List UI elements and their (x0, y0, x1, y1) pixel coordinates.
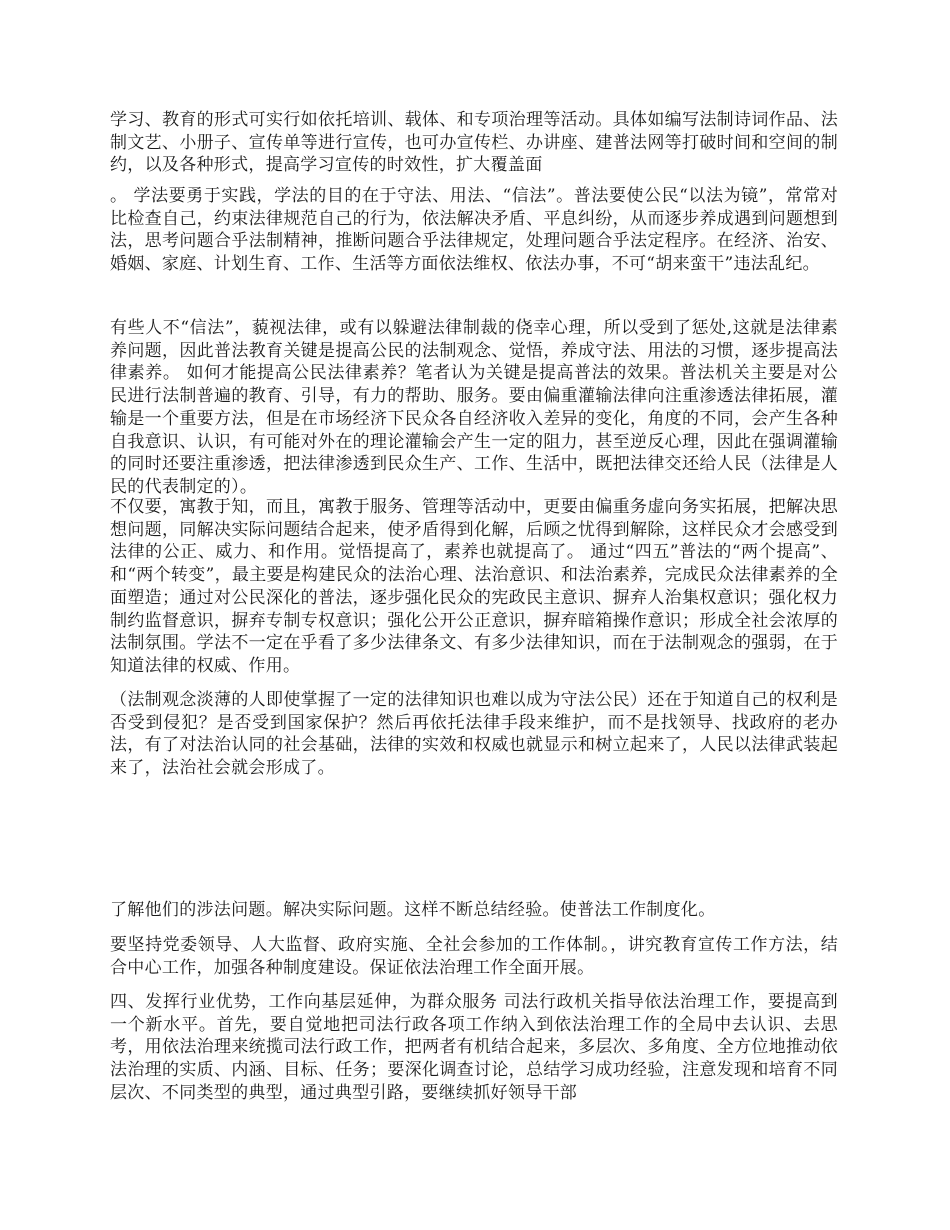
paragraph-5: （法制观念淡薄的人即使掌握了一定的法律知识也难以成为守法公民）还在于知道自己的权利是否受到侵犯？是否受到国家保护？然后再依托法律手段来维护，而不是找领导、找政府的老办法，有了对法治认同的社会基础，法律的实效和权威也就显示和树立起来了，人民以法律武装起来了，法治社会就会形成了。 (110, 690, 838, 779)
paragraph-7: 要坚持党委领导、人大监督、政府实施、全社会参加的工作体制。，讲究教育宣传工作方法，结合中心工作，加强各种制度建设。保证依法治理工作全面开展。 (110, 935, 838, 978)
paragraph-6: 了解他们的涉法问题。解决实际问题。这样不断总结经验。使普法工作制度化。 (110, 900, 716, 920)
paragraph-3: 有些人不“信法”，藐视法律，或有以躲避法律制裁的侥幸心理，所以受到了惩处,这就是法律素养问题，因此普法教育关键是提高公民的法制观念、觉悟，养成守法、用法的习惯，逐步提高法律素养。 如何才能提高公民法律素养？笔者认为关键是提高普法的效果。普法机关主要是对公民进行法制普遍的教育、引导，有力的帮助、服务。要由偏重灌输法律向注重渗透法律拓展，灌输是一个重要方法，但是在市场经济下民众各自经济收入差异的变化，角度的不同，会产生各种自我意识、认识，有可能对外在的理论灌输会产生一定的阻力，甚至逆反心理，因此在强调灌输的同时还要注重渗透，把法律渗透到民众生产、工作、生活中，既把法律交还给人民（法律是人民的代表制定的）。 (110, 318, 838, 497)
paragraph-4: 不仅要，寓教于知，而且，寓教于服务、管理等活动中，更要由偏重务虚向务实拓展，把解决思想问题，同解决实际问题结合起来，使矛盾得到化解，后顾之忧得到解除，这样民众才会感受到法律的公正、威力、和作用。觉悟提高了，素养也就提高了。 通过“四五”普法的“两个提高”、和“两个转变”，最主要是构建民众的法治心理、法治意识、和法治素养，完成民众法律素养的全面塑造；通过对公民深化的普法，逐步强化民众的宪政民主意识、摒弃人治集权意识；强化权力制约监督意识，摒弃专制专权意识；强化公开公正意识，摒弃暗箱操作意识；形成全社会浓厚的法制氛围。学法不一定在乎看了多少法律条文、有多少法律知识，而在于法制观念的强弱，在于知道法律的权威、作用。 (110, 497, 838, 676)
paragraph-8: 四、发挥行业优势，工作向基层延伸，为群众服务 司法行政机关指导依法治理工作，要提高到一个新水平。首先，要自觉地把司法行政各项工作纳入到依法治理工作的全局中去认识、去思考，用依法治理来统揽司法行政工作，把两者有机结合起来，多层次、多角度、全方位地推动依法治理的实质、内涵、目标、任务；要深化调查讨论，总结学习成功经验，注意发现和培育不同层次、不同类型的典型，通过典型引路，要继续抓好领导干部 (110, 992, 838, 1103)
paragraph-2: 。 学法要勇于实践，学法的目的在于守法、用法、“信法”。普法要使公民“以法为镜”，常常对比检查自己，约束法律规范自己的行为，依法解决矛盾、平息纠纷，从而逐步养成遇到问题想到法，思考问题合乎法制精神，推断问题合乎法律规定，处理问题合乎法定程序。在经济、治安、婚姻、家庭、计划生育、工作、生活等方面依法维权、依法办事，不可“胡来蛮干”违法乱纪。 (110, 186, 838, 275)
paragraph-1: 学习、教育的形式可实行如依托培训、载体、和专项治理等活动。具体如编写法制诗词作品、法制文艺、小册子、宣传单等进行宣传，也可办宣传栏、办讲座、建普法网等打破时间和空间的制约，以及各种形式，提高学习宣传的时效性，扩大覆盖面 (110, 110, 838, 176)
